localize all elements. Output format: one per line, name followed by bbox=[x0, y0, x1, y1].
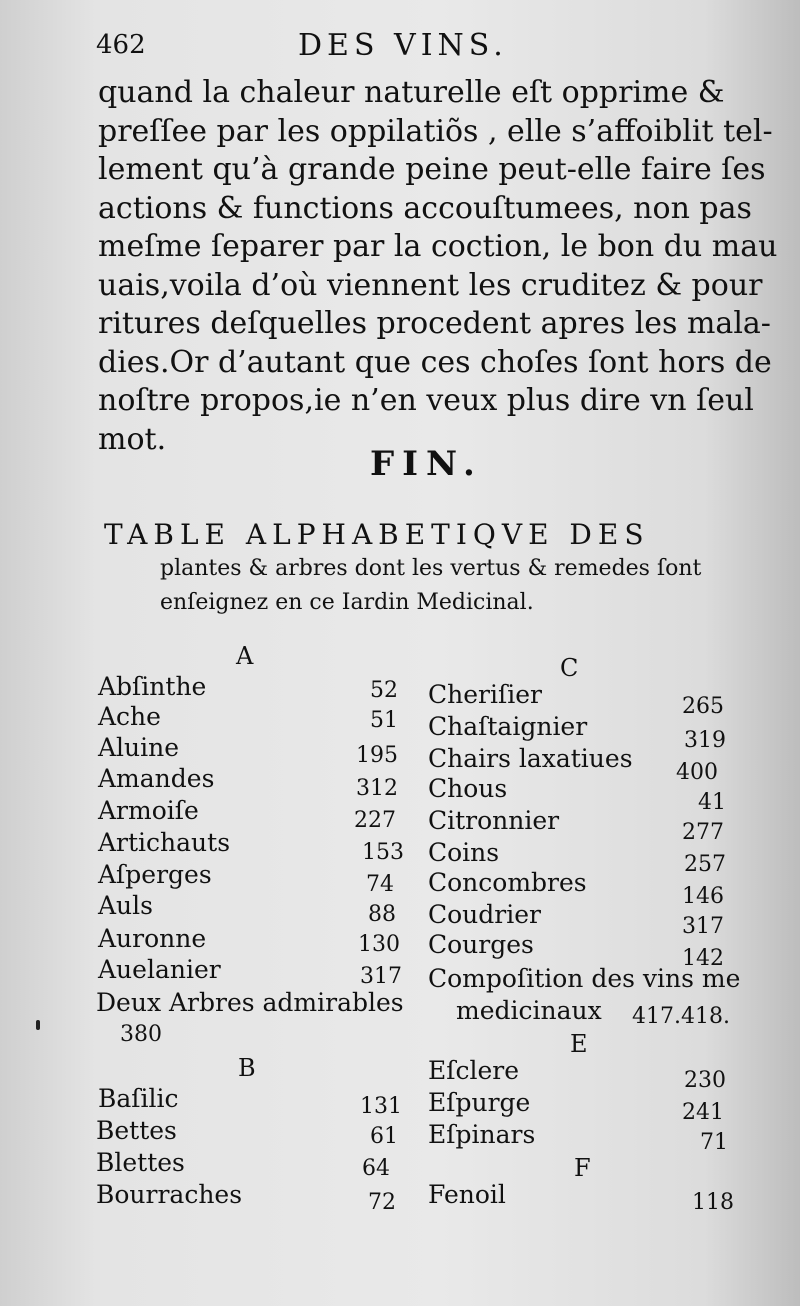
index-entry: Coins bbox=[428, 838, 500, 867]
body-line: noſtre propos,ie n’en veux plus dire vn ſeul bbox=[98, 383, 754, 418]
index-entry: Baſilic bbox=[98, 1084, 179, 1113]
index-page: 230 bbox=[684, 1068, 726, 1093]
index-entry: Eſclere bbox=[428, 1056, 520, 1085]
fin-heading: FIN. bbox=[370, 444, 483, 484]
body-line: preſſee par les oppilatiõs , elle s’affoiblit tel- bbox=[98, 113, 773, 149]
body-line: uais,voila d’où viennent les cruditez & pour bbox=[98, 267, 763, 303]
body-line: meſme ſeparer par la coction, le bon du mau bbox=[98, 229, 778, 264]
index-entry: Abſinthe bbox=[98, 672, 207, 701]
body-line: lement qu’à grande peine peut-elle faire ſes bbox=[98, 152, 766, 187]
index-entry: Amandes bbox=[98, 764, 215, 793]
index-page: 146 bbox=[682, 884, 724, 909]
subtitle-line: plantes & arbres dont les vertus & remedes ſont bbox=[160, 556, 702, 581]
index-entry: Bettes bbox=[96, 1116, 177, 1145]
index-page: 380 bbox=[120, 1022, 162, 1047]
index-entry: Auelanier bbox=[98, 955, 221, 984]
index-page: 61 bbox=[370, 1124, 398, 1149]
body-line: mot. bbox=[98, 421, 167, 457]
body-line: dies.Or d’autant que ces choſes ſont hors de bbox=[98, 344, 772, 380]
index-page: 51 bbox=[370, 708, 398, 733]
index-page: 142 bbox=[682, 946, 724, 971]
index-page: 195 bbox=[356, 743, 398, 768]
body-line: ritures deſquelles procedent apres les mala- bbox=[98, 306, 771, 341]
index-page: 153 bbox=[362, 840, 404, 865]
index-entry: Auls bbox=[98, 891, 153, 920]
index-entry: Citronnier bbox=[428, 806, 560, 835]
index-page: 41 bbox=[698, 790, 726, 815]
index-page: 257 bbox=[684, 852, 726, 877]
index-page: 64 bbox=[362, 1156, 390, 1181]
index-entry: Ache bbox=[98, 702, 161, 731]
index-page: 417.418. bbox=[632, 1004, 730, 1029]
index-entry: Chous bbox=[428, 774, 508, 803]
page-number: 462 bbox=[96, 30, 146, 60]
table-subtitle bbox=[160, 552, 728, 620]
index-page: 277 bbox=[682, 820, 724, 845]
index-entry: Cheriſier bbox=[428, 680, 542, 709]
section-letter-b: B bbox=[238, 1054, 256, 1082]
index-entry: Aluine bbox=[98, 733, 180, 762]
subtitle-line: enſeignez en ce Iardin Medicinal. bbox=[160, 590, 534, 615]
index-page: 130 bbox=[358, 932, 400, 957]
index-page: 265 bbox=[682, 694, 724, 719]
index-entry: Courges bbox=[428, 930, 534, 959]
index-page: 71 bbox=[700, 1130, 728, 1155]
index-entry: Eſpurge bbox=[428, 1088, 531, 1117]
index-entry: Fenoil bbox=[428, 1180, 506, 1209]
index-entry: Eſpinars bbox=[428, 1120, 536, 1149]
index-page: 317 bbox=[360, 964, 402, 989]
index-page: 312 bbox=[356, 776, 398, 801]
section-letter-c: C bbox=[560, 654, 579, 682]
body-line: actions & functions accouſtumees, non pas bbox=[98, 190, 752, 226]
section-letter-e: E bbox=[570, 1030, 588, 1058]
body-paragraph bbox=[98, 74, 778, 459]
index-page: 131 bbox=[360, 1094, 402, 1119]
index-entry: Chaſtaignier bbox=[428, 712, 588, 741]
index-entry: Aſperges bbox=[98, 860, 212, 889]
index-page: 88 bbox=[368, 902, 396, 927]
index-page: 227 bbox=[354, 808, 396, 833]
section-letter-a: A bbox=[236, 642, 254, 670]
table-title: TABLE ALPHABETIQVE DES bbox=[104, 518, 650, 551]
index-entry: Blettes bbox=[96, 1148, 185, 1177]
index-page: 400 bbox=[676, 760, 718, 785]
index-entry: Compoſition des vins me bbox=[428, 964, 741, 993]
index-page: 118 bbox=[692, 1190, 734, 1215]
index-entry: Bourraches bbox=[96, 1180, 243, 1209]
index-page: 241 bbox=[682, 1100, 724, 1125]
index-entry: Concombres bbox=[428, 868, 587, 897]
index-entry: Auronne bbox=[98, 924, 207, 953]
index-page: 72 bbox=[368, 1190, 396, 1215]
index-entry: Coudrier bbox=[428, 900, 541, 929]
index-page: 319 bbox=[684, 728, 726, 753]
index-entry: Artichauts bbox=[98, 828, 231, 857]
running-title: DES VINS. bbox=[298, 28, 508, 63]
ink-mark bbox=[36, 1020, 40, 1030]
index-page: 52 bbox=[370, 678, 398, 703]
index-entry: Deux Arbres admirables bbox=[96, 988, 404, 1017]
index-page: 317 bbox=[682, 914, 724, 939]
body-line: quand la chaleur naturelle eſt opprime & bbox=[98, 75, 725, 110]
index-page: 74 bbox=[366, 872, 394, 897]
index-entry: Chairs laxatiues bbox=[428, 744, 633, 773]
index-entry: Armoiſe bbox=[98, 796, 199, 825]
index-entry-continuation: medicinaux bbox=[456, 996, 602, 1025]
section-letter-f: F bbox=[574, 1154, 591, 1182]
